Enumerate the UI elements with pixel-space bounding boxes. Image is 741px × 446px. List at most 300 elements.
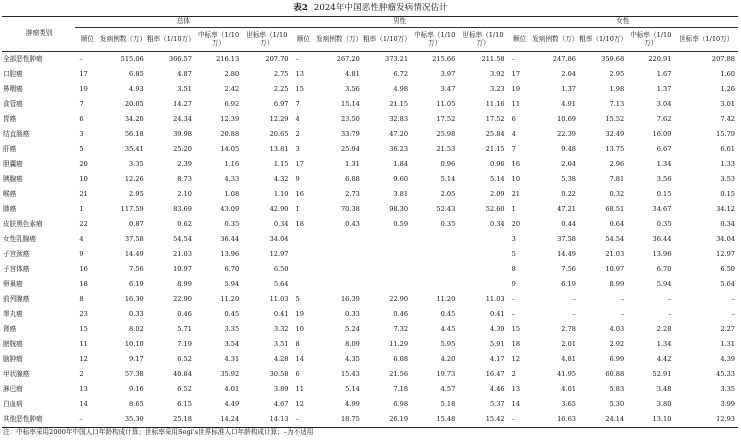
total-cr_china-cell: 36.44 xyxy=(220,234,240,243)
male-cr_world-cell xyxy=(458,232,507,247)
male-rank-cell: 7 xyxy=(295,99,300,108)
male-rank-cell: 18 xyxy=(295,219,304,228)
total-cr_world-cell: 11.03 xyxy=(269,294,289,303)
total-cr_china-cell: 4.49 xyxy=(224,399,240,408)
female-cr_world-cell: 1.60 xyxy=(720,69,735,78)
total-cr_china-cell: 4.31 xyxy=(224,354,240,363)
male-cr_world-cell: 25.84 xyxy=(485,129,505,138)
male-cr_china-cell: 4.57 xyxy=(440,384,456,393)
male-cr_china-cell: 3.47 xyxy=(440,84,456,93)
cancer-type-cell: 胆囊癌 xyxy=(3,159,23,168)
male-cr_china-cell: 2.05 xyxy=(440,189,456,198)
female-cr_china-cell: 34.67 xyxy=(652,204,672,213)
total-cr_world-cell: 3.89 xyxy=(273,384,289,393)
header-total-rank: 顺位 xyxy=(80,34,95,43)
male-cr_world-cell: 3.92 xyxy=(489,69,505,78)
female-rank-cell: 5 xyxy=(511,249,516,258)
total-crude-cell: 0.62 xyxy=(177,219,192,228)
female-cases-cell: 3.65 xyxy=(561,399,576,408)
female-cases-cell: 2.01 xyxy=(561,339,576,348)
male-rank-cell: 2 xyxy=(295,129,300,138)
female-cr_world-cell: 207.88 xyxy=(711,54,735,63)
female-crude-cell: 0.64 xyxy=(609,219,625,228)
total-crude-cell: 25.20 xyxy=(173,144,192,153)
male-cr_china-cell xyxy=(411,277,458,292)
total-crude-cell: 2.10 xyxy=(177,189,192,198)
total-cr_china-cell: 6.70 xyxy=(224,264,240,273)
total-crude-cell: 6.15 xyxy=(177,399,192,408)
total-crude-cell: 8.73 xyxy=(177,174,192,183)
male-cr_china-cell: 5.95 xyxy=(440,339,456,348)
female-rank-cell: 13 xyxy=(511,384,521,393)
male-crude-cell: 36.23 xyxy=(389,144,409,153)
female-cr_china-cell: 13.96 xyxy=(652,249,672,258)
male-rank-cell: – xyxy=(295,414,299,423)
male-crude-cell: 3.81 xyxy=(393,189,409,198)
total-rank-cell: 8 xyxy=(79,294,84,303)
male-crude-cell: 9.60 xyxy=(393,174,409,183)
total-cr_china-cell: 43.09 xyxy=(220,204,240,213)
female-cr_world-cell: 6.50 xyxy=(720,264,735,273)
total-rank-cell: 23 xyxy=(79,309,88,318)
male-cr_world-cell: 5.37 xyxy=(489,399,505,408)
cancer-type-cell: 白血病 xyxy=(3,399,23,408)
total-cases-cell: 35.39 xyxy=(124,414,144,423)
female-rank-cell: 15 xyxy=(511,324,521,333)
table-row xyxy=(2,67,738,82)
total-rank-cell: 21 xyxy=(79,189,88,198)
header-total-crude: 粗率（1/10万） xyxy=(146,34,195,43)
female-cases-cell: 0.44 xyxy=(561,219,576,228)
female-cases-cell: 14.49 xyxy=(557,249,576,258)
female-cr_china-cell: 6.70 xyxy=(656,264,672,273)
table-body xyxy=(2,52,738,428)
total-cr_china-cell: 14.05 xyxy=(220,144,240,153)
header-male-rank: 顺位 xyxy=(296,34,311,43)
total-cr_world-cell: 42.90 xyxy=(269,204,289,213)
table-row xyxy=(2,322,738,337)
total-cr_world-cell: 4.67 xyxy=(273,399,289,408)
table-row xyxy=(2,112,738,127)
male-cr_world-cell: 3.23 xyxy=(489,84,505,93)
cancer-type-cell: 皮肤黑色素瘤 xyxy=(3,219,43,228)
table-row xyxy=(2,157,738,172)
male-rank-cell: 4 xyxy=(295,114,300,123)
total-rank-cell: 22 xyxy=(79,219,88,228)
total-rank-cell: – xyxy=(79,414,83,423)
header-female-cr_china: 中标率（1/10万） xyxy=(630,30,672,47)
male-cr_world-cell: 16.47 xyxy=(485,369,505,378)
female-cr_world-cell: 7.42 xyxy=(720,114,735,123)
cancer-type-cell: 其他恶性肿瘤 xyxy=(3,414,43,423)
male-crude-cell: 6.98 xyxy=(393,399,409,408)
female-crude-cell: 54.54 xyxy=(605,234,625,243)
total-rank-cell: 4 xyxy=(79,234,84,243)
male-cases-cell: 8.09 xyxy=(345,339,360,348)
male-cases-cell xyxy=(316,277,363,292)
female-cr_world-cell: 34.12 xyxy=(716,204,735,213)
male-rank-cell: 15 xyxy=(295,84,304,93)
total-cr_china-cell: 2.80 xyxy=(224,69,240,78)
cancer-type-cell: 肝癌 xyxy=(3,144,17,153)
male-crude-cell xyxy=(363,277,411,292)
male-cr_world-cell: 52.60 xyxy=(485,204,505,213)
male-cases-cell: 23.50 xyxy=(340,114,360,123)
total-cr_china-cell: 11.20 xyxy=(220,294,240,303)
total-rank-cell: 1 xyxy=(79,204,84,213)
female-rank-cell: 18 xyxy=(511,339,521,348)
male-rank-cell: 5 xyxy=(295,294,300,303)
male-cr_china-cell: 21.53 xyxy=(436,144,456,153)
header-male-cr_china: 中标率（1/10万） xyxy=(414,30,456,47)
table-row xyxy=(2,337,738,352)
header-group-row xyxy=(2,17,738,28)
table-row xyxy=(2,277,738,292)
female-cr_china-cell: 3.04 xyxy=(656,99,672,108)
male-crude-cell: 7.18 xyxy=(393,384,409,393)
male-rank-cell: 17 xyxy=(295,159,304,168)
table-number: 表2 xyxy=(293,3,308,13)
total-cr_china-cell: 1.08 xyxy=(224,189,240,198)
total-rank-cell: 9 xyxy=(79,249,84,258)
male-cr_china-cell: 4.45 xyxy=(440,324,456,333)
female-cr_china-cell: – xyxy=(668,309,672,318)
total-cases-cell: 4.93 xyxy=(129,84,144,93)
male-cr_china-cell: 215.66 xyxy=(432,54,456,63)
female-crude-cell: 32.49 xyxy=(605,129,625,138)
female-cr_world-cell: 1.31 xyxy=(720,339,735,348)
male-crude-cell: 47.20 xyxy=(389,129,409,138)
male-cr_world-cell: 0.41 xyxy=(489,309,505,318)
female-cr_world-cell: 6.61 xyxy=(720,144,735,153)
total-cr_world-cell: 6.50 xyxy=(273,264,289,273)
female-cr_world-cell: 3.35 xyxy=(720,384,735,393)
male-cr_china-cell: 3.97 xyxy=(440,69,456,78)
male-cr_china-cell: 11.05 xyxy=(436,99,456,108)
female-cases-cell: 47.21 xyxy=(557,204,576,213)
female-crude-cell: 2.96 xyxy=(609,159,625,168)
cancer-type-cell: 结直肠癌 xyxy=(3,129,30,138)
total-cases-cell: 515.06 xyxy=(120,54,144,63)
total-cases-cell: 35.41 xyxy=(124,144,144,153)
male-crude-cell: 1.84 xyxy=(393,159,409,168)
female-cr_china-cell: 3.56 xyxy=(656,174,672,183)
female-cr_china-cell: 220.91 xyxy=(648,54,672,63)
total-crude-cell: 39.98 xyxy=(173,129,192,138)
total-crude-cell: 5.71 xyxy=(177,324,192,333)
male-cases-cell: 15.43 xyxy=(340,369,360,378)
header-male-crude: 粗率（1/10万） xyxy=(363,34,411,43)
male-cr_china-cell xyxy=(411,232,458,247)
female-crude-cell: 13.75 xyxy=(605,144,625,153)
male-crude-cell: 11.29 xyxy=(389,339,409,348)
female-cr_china-cell: 0.15 xyxy=(656,189,672,198)
male-rank-cell: 3 xyxy=(295,144,300,153)
total-rank-cell: 16 xyxy=(79,264,88,273)
total-cr_world-cell: 30.58 xyxy=(269,369,289,378)
female-cases-cell: 37.58 xyxy=(557,234,576,243)
female-cases-cell: 6.19 xyxy=(561,279,576,288)
female-rank-cell: – xyxy=(511,414,515,423)
female-cases-cell: 7.56 xyxy=(561,264,576,273)
female-cr_world-cell: 12.93 xyxy=(716,414,735,423)
total-crude-cell: 3.51 xyxy=(177,84,192,93)
female-cr_china-cell: 6.67 xyxy=(656,144,672,153)
female-crude-cell: 21.03 xyxy=(605,249,625,258)
total-crude-cell: 24.34 xyxy=(173,114,192,123)
female-cases-cell: 4.01 xyxy=(561,384,576,393)
female-rank-cell: 16 xyxy=(511,159,521,168)
male-cr_china-cell: 15.48 xyxy=(436,414,456,423)
male-crude-cell: 4.98 xyxy=(393,84,409,93)
table-row xyxy=(2,352,738,367)
female-cases-cell: 4.91 xyxy=(561,99,576,108)
table-row xyxy=(2,232,738,247)
table-row xyxy=(2,217,738,232)
male-cr_china-cell xyxy=(411,262,458,277)
total-rank-cell: 18 xyxy=(79,279,88,288)
female-cr_world-cell: 4.39 xyxy=(720,354,735,363)
female-cr_world-cell: 12.97 xyxy=(716,249,735,258)
male-cr_world-cell: 21.15 xyxy=(485,144,505,153)
male-crude-cell: 7.32 xyxy=(393,324,409,333)
header-total-cr_china: 中标率（1/10万） xyxy=(197,30,240,47)
male-rank-cell xyxy=(292,262,316,277)
total-cases-cell: 8.65 xyxy=(129,399,144,408)
cancer-type-cell: 肾癌 xyxy=(3,324,17,333)
male-cases-cell: 16.39 xyxy=(340,294,360,303)
total-cases-cell: 12.26 xyxy=(124,174,144,183)
total-crude-cell: 54.54 xyxy=(173,234,192,243)
total-cr_china-cell: 1.16 xyxy=(224,159,240,168)
table-row xyxy=(2,82,738,97)
female-rank-cell: – xyxy=(511,309,515,318)
total-rank-cell: 17 xyxy=(79,69,88,78)
male-cr_china-cell: 19.73 xyxy=(436,369,456,378)
female-rank-cell: 9 xyxy=(511,279,516,288)
male-rank-cell: 12 xyxy=(295,399,304,408)
male-cr_china-cell: 0.45 xyxy=(440,309,456,318)
total-cr_china-cell: 12.39 xyxy=(220,114,240,123)
female-cr_china-cell: 36.44 xyxy=(652,234,672,243)
female-rank-cell: – xyxy=(511,294,515,303)
cancer-type-cell: 子宫颈癌 xyxy=(3,249,30,258)
total-cr_world-cell: 12.29 xyxy=(269,114,289,123)
cancer-type-cell: 胰腺癌 xyxy=(3,174,23,183)
table-row xyxy=(2,367,738,382)
female-cr_world-cell: 3.53 xyxy=(720,174,735,183)
female-rank-cell: 7 xyxy=(511,144,516,153)
total-cases-cell: 34.20 xyxy=(124,114,144,123)
male-cr_world-cell: 4.46 xyxy=(489,384,505,393)
total-crude-cell: 40.84 xyxy=(173,369,192,378)
header-female-cr_world: 世标率（1/10万） xyxy=(679,34,734,43)
total-cases-cell: 117.59 xyxy=(120,204,144,213)
female-crude-cell: 4.03 xyxy=(609,324,625,333)
male-cases-cell: 33.79 xyxy=(340,129,360,138)
female-cr_china-cell: 16.09 xyxy=(652,129,672,138)
male-cases-cell: 6.88 xyxy=(345,174,360,183)
total-cr_world-cell: 2.25 xyxy=(273,84,289,93)
cancer-type-cell: 淋巴瘤 xyxy=(3,384,23,393)
total-cr_world-cell: 6.97 xyxy=(273,99,289,108)
male-rank-cell: 6 xyxy=(295,369,300,378)
table-row xyxy=(2,202,738,217)
total-rank-cell: 19 xyxy=(79,84,88,93)
female-cr_china-cell: 0.35 xyxy=(656,219,672,228)
total-cases-cell: 2.95 xyxy=(129,189,144,198)
cancer-type-cell: 女性乳腺癌 xyxy=(3,234,36,243)
female-rank-cell: 2 xyxy=(511,369,516,378)
male-cr_world-cell: 15.42 xyxy=(485,414,505,423)
male-crude-cell xyxy=(363,262,411,277)
total-cr_world-cell: 4.32 xyxy=(273,174,289,183)
male-crude-cell: 21.15 xyxy=(389,99,409,108)
female-crude-cell: 2.95 xyxy=(609,69,625,78)
female-crude-cell: 15.52 xyxy=(605,114,625,123)
table-footnote: 注：中标率采用2000年中国人口年龄构成计算；世标率采用Segi's世界标准人口年龄构成计算；–为不适用 xyxy=(3,428,314,436)
male-cases-cell: 5.14 xyxy=(345,384,360,393)
female-cr_world-cell: 34.04 xyxy=(716,234,735,243)
total-cases-cell: 20.05 xyxy=(124,99,144,108)
total-cr_china-cell: 2.42 xyxy=(224,84,240,93)
male-crude-cell: 0.59 xyxy=(393,219,409,228)
total-crude-cell: 14.27 xyxy=(173,99,192,108)
female-cr_world-cell: 15.79 xyxy=(716,129,735,138)
female-cases-cell: 4.81 xyxy=(561,354,576,363)
male-rank-cell: 19 xyxy=(295,309,304,318)
header-female-crude: 粗率（1/10万） xyxy=(579,34,627,43)
total-cr_china-cell: 3.35 xyxy=(224,324,240,333)
male-cases-cell: 2.73 xyxy=(345,189,360,198)
male-cases-cell: 15.14 xyxy=(340,99,360,108)
header-total-cases: 发病例数（万） xyxy=(100,34,147,43)
total-crude-cell: 83.69 xyxy=(173,204,192,213)
header-group-total: 总体 xyxy=(75,17,291,28)
female-cases-cell: 247.86 xyxy=(552,54,576,63)
male-cases-cell: 25.94 xyxy=(340,144,360,153)
male-cr_world-cell: 211.58 xyxy=(481,54,505,63)
male-cr_world-cell xyxy=(458,247,507,262)
female-crude-cell: – xyxy=(620,294,625,303)
female-crude-cell: 7.81 xyxy=(609,174,625,183)
total-cr_china-cell: 4.33 xyxy=(224,174,240,183)
male-cr_china-cell: 5.18 xyxy=(440,399,456,408)
male-cases-cell xyxy=(316,232,363,247)
total-cr_world-cell: 13.81 xyxy=(269,144,289,153)
cancer-type-cell: 食管癌 xyxy=(3,99,23,108)
cancer-type-cell: 胃癌 xyxy=(3,114,17,123)
cancer-type-cell: 脑肿瘤 xyxy=(3,354,23,363)
total-rank-cell: 2 xyxy=(79,369,84,378)
total-cr_world-cell: 1.10 xyxy=(273,189,289,198)
total-cases-cell: 37.58 xyxy=(124,234,144,243)
male-crude-cell: 21.56 xyxy=(389,369,409,378)
cancer-type-cell: 口腔癌 xyxy=(3,69,23,78)
male-cases-cell: 4.99 xyxy=(345,399,360,408)
total-rank-cell: 5 xyxy=(79,144,84,153)
female-crude-cell: – xyxy=(620,309,625,318)
female-cr_world-cell: 2.27 xyxy=(720,324,735,333)
male-cases-cell: 0.33 xyxy=(345,309,360,318)
male-cr_world-cell: 5.14 xyxy=(489,174,505,183)
total-cr_china-cell: 20.88 xyxy=(220,129,240,138)
total-rank-cell: 20 xyxy=(79,159,88,168)
male-rank-cell xyxy=(292,247,316,262)
female-cases-cell: 10.69 xyxy=(557,114,576,123)
cancer-type-cell: 甲状腺癌 xyxy=(3,369,30,378)
total-rank-cell: 13 xyxy=(79,384,88,393)
male-cr_china-cell: 4.20 xyxy=(440,354,456,363)
total-cr_world-cell: 12.97 xyxy=(269,249,289,258)
table-row xyxy=(2,247,738,262)
total-crude-cell: 7.19 xyxy=(177,339,192,348)
male-cr_world-cell: 4.39 xyxy=(489,324,505,333)
male-crude-cell: 6.08 xyxy=(393,354,409,363)
male-cases-cell: 1.31 xyxy=(345,159,360,168)
female-crude-cell: 359.68 xyxy=(601,54,625,63)
female-crude-cell: 10.97 xyxy=(605,264,625,273)
total-rank-cell: – xyxy=(79,54,83,63)
male-rank-cell: 13 xyxy=(295,69,304,78)
female-rank-cell: 17 xyxy=(511,69,521,78)
total-cases-cell: 16.39 xyxy=(124,294,144,303)
female-cr_world-cell: 3.99 xyxy=(720,399,735,408)
total-crude-cell: 366.57 xyxy=(168,54,192,63)
total-crude-cell: 6.52 xyxy=(177,354,192,363)
total-cr_world-cell: 207.70 xyxy=(265,54,289,63)
female-cases-cell: 9.48 xyxy=(561,144,576,153)
table-row xyxy=(2,142,738,157)
male-crude-cell: 26.19 xyxy=(389,414,409,423)
male-rank-cell xyxy=(292,232,316,247)
female-crude-cell: 6.99 xyxy=(609,354,625,363)
female-cr_china-cell: 5.94 xyxy=(656,279,672,288)
total-rank-cell: 14 xyxy=(79,399,88,408)
table-row xyxy=(2,52,738,68)
total-crude-cell: 22.90 xyxy=(173,294,192,303)
total-crude-cell: 8.99 xyxy=(177,279,192,288)
male-cr_world-cell: 4.17 xyxy=(489,354,505,363)
header-female-cases: 发病例数（万） xyxy=(532,34,579,43)
table-row xyxy=(2,397,738,412)
male-cr_world-cell xyxy=(458,262,507,277)
female-cr_world-cell: – xyxy=(731,309,735,318)
male-crude-cell: 32.83 xyxy=(389,114,409,123)
total-cr_world-cell: 14.13 xyxy=(269,414,289,423)
table-row xyxy=(2,382,738,397)
total-cr_china-cell: 6.92 xyxy=(224,99,240,108)
table-row xyxy=(2,97,738,112)
female-rank-cell: 3 xyxy=(511,234,516,243)
female-crude-cell: 7.13 xyxy=(609,99,625,108)
female-rank-cell: 4 xyxy=(511,129,516,138)
female-rank-cell: 8 xyxy=(511,264,516,273)
female-cr_china-cell: 3.48 xyxy=(656,384,672,393)
female-cr_world-cell: – xyxy=(731,294,735,303)
total-cases-cell: 0.33 xyxy=(129,309,144,318)
total-cr_china-cell: 35.92 xyxy=(220,369,240,378)
female-cases-cell: 41.95 xyxy=(557,369,576,378)
male-cr_china-cell: 0.96 xyxy=(440,159,456,168)
male-rank-cell: 10 xyxy=(295,324,304,333)
table-caption: 2024年中国恶性肿瘤发病情况估计 xyxy=(313,3,448,13)
female-cr_world-cell: 3.01 xyxy=(720,99,735,108)
female-crude-cell: 1.98 xyxy=(609,84,625,93)
male-rank-cell xyxy=(292,277,316,292)
female-crude-cell: 5.83 xyxy=(609,384,625,393)
female-crude-cell: 60.88 xyxy=(605,369,625,378)
